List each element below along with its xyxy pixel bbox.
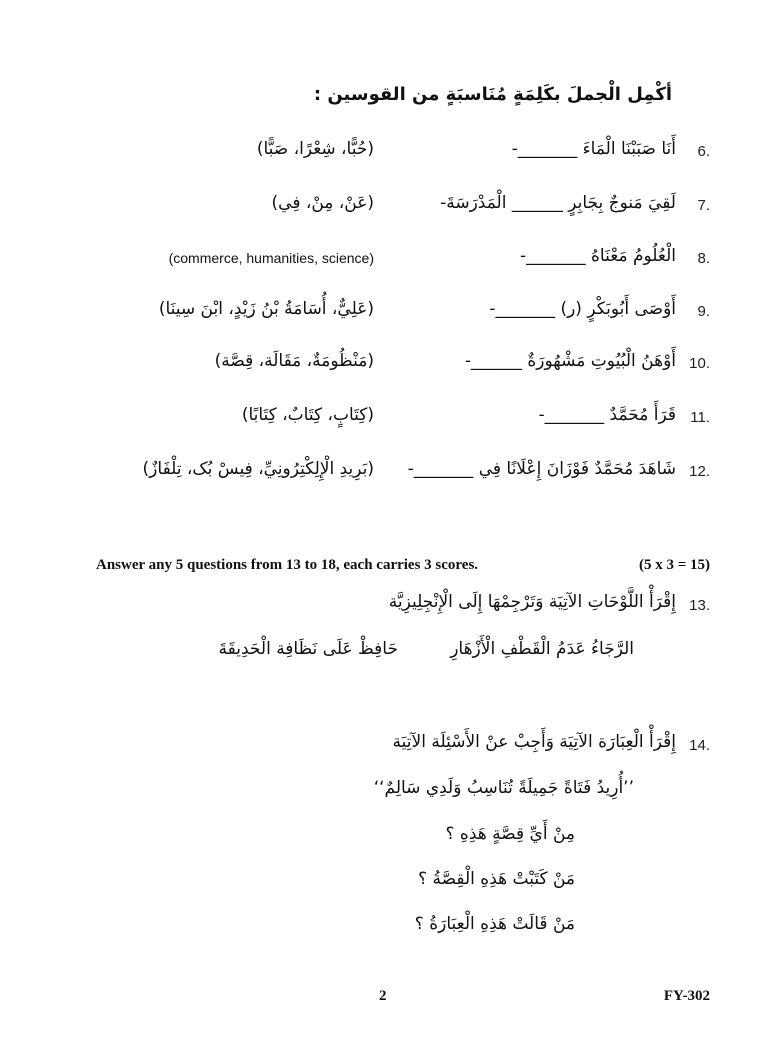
paper-code: FY-302	[663, 988, 710, 1004]
question-number: 8.	[697, 250, 710, 267]
question-text: شَاهَدَ مُحَمَّدٌ فَوْزَانَ إِعْلَانًا فِي _______-	[407, 459, 676, 479]
section-instruction: Answer any 5 questions from 13 to 18, each carries 3 scores.	[96, 557, 479, 573]
question-options: (حُبًّا، شِعْرًا، صَبًّا)	[256, 139, 374, 159]
sign-text-2: حَافِظْ عَلَى نَظَافِة الْحَدِيقَةَ	[218, 639, 398, 659]
question-options: (commerce, humanities, science)	[168, 250, 374, 266]
question-text: قَرَأَ مُحَمَّدٌ _______-	[538, 405, 676, 425]
sub-question: مَنْ كَتَبْتْ هَذِهِ الْقِصَّةُ ؟	[418, 869, 575, 889]
question-options: (كِتَابٍ، كِتَابٌ، كِتَابًا)	[241, 405, 374, 425]
question-text: أَنَا صَبَبْنَا الْمَاءَ _______-	[511, 139, 676, 159]
sub-question: مَنْ قَالَتْ هَذِهِ الْعِبَارَةُ ؟	[414, 914, 575, 934]
question-number: 9.	[697, 303, 710, 320]
question-text: أَوْهَنُ الْبُيُوتِ مَشْهُورَةٌ ______-	[464, 351, 676, 371]
question-prompt: إِقْرَأْ الْعِبَارَة الآتِيَة وَأَجِبْ عنْ الأَسْئِلَة الآتِيَة	[392, 732, 676, 752]
question-number: 10.	[689, 355, 710, 372]
section-marks: (5 x 3 = 15)	[638, 557, 710, 573]
question-number: 14.	[689, 737, 710, 754]
question-number: 13.	[689, 597, 710, 614]
question-number: 7.	[697, 197, 710, 214]
quote-text: ’’أُرِيدُ فَتَاةً جَمِيلَةً تُنَاسِبُ وَلَدِي سَالِمٌ‘‘	[373, 778, 634, 798]
question-text: أَوْصَى أَبُوبَكْرٍ (ر) _______-	[489, 299, 676, 319]
question-options: (بَرِيدِ الْإِلِكْتِرُونِيِّ، فِيسْ بُک، تِلْفَازٌ)	[142, 459, 374, 479]
sub-question: مِنْ أَيِّ قِصَّةٍ هَذِهِ ؟	[445, 824, 575, 844]
question-prompt: إِقْرَأْ اللَّوْحَاتِ الآتِيَة وَتَرْجِمْهَا إِلَى الْإِنْجِلِيزِيَّة	[388, 592, 676, 612]
question-number: 12.	[689, 463, 710, 480]
question-text: لَقِيَ مَنوجٌ بِجَابِرٍ ______ الْمَدْرَسَةَ-	[440, 193, 676, 213]
question-number: 6.	[697, 143, 710, 160]
sign-text-1: الرَّجَاءُ عَدَمُ الْقَطْفِ الْأَزْهَارِ	[450, 639, 634, 659]
question-number: 11.	[690, 409, 710, 426]
question-text: الْعُلُومُ مَعْنَاهُ _______-	[519, 246, 676, 266]
page-number: 2	[379, 988, 387, 1004]
question-options: (عَنْ، مِنْ، فِي)	[271, 193, 374, 213]
question-options: (عَلِيٌّ، أُسَامَةُ بْنُ زَيْدٍ، ابْنَ سِينَا)	[158, 299, 374, 319]
section-heading: أكْمِل الْجملَ بكَلِمَةٍ مُنَاسبَةٍ من القوسين :	[313, 84, 672, 105]
question-options: (مَنْظُومَةٌ، مَقَالَة، قِصَّة)	[214, 351, 374, 371]
